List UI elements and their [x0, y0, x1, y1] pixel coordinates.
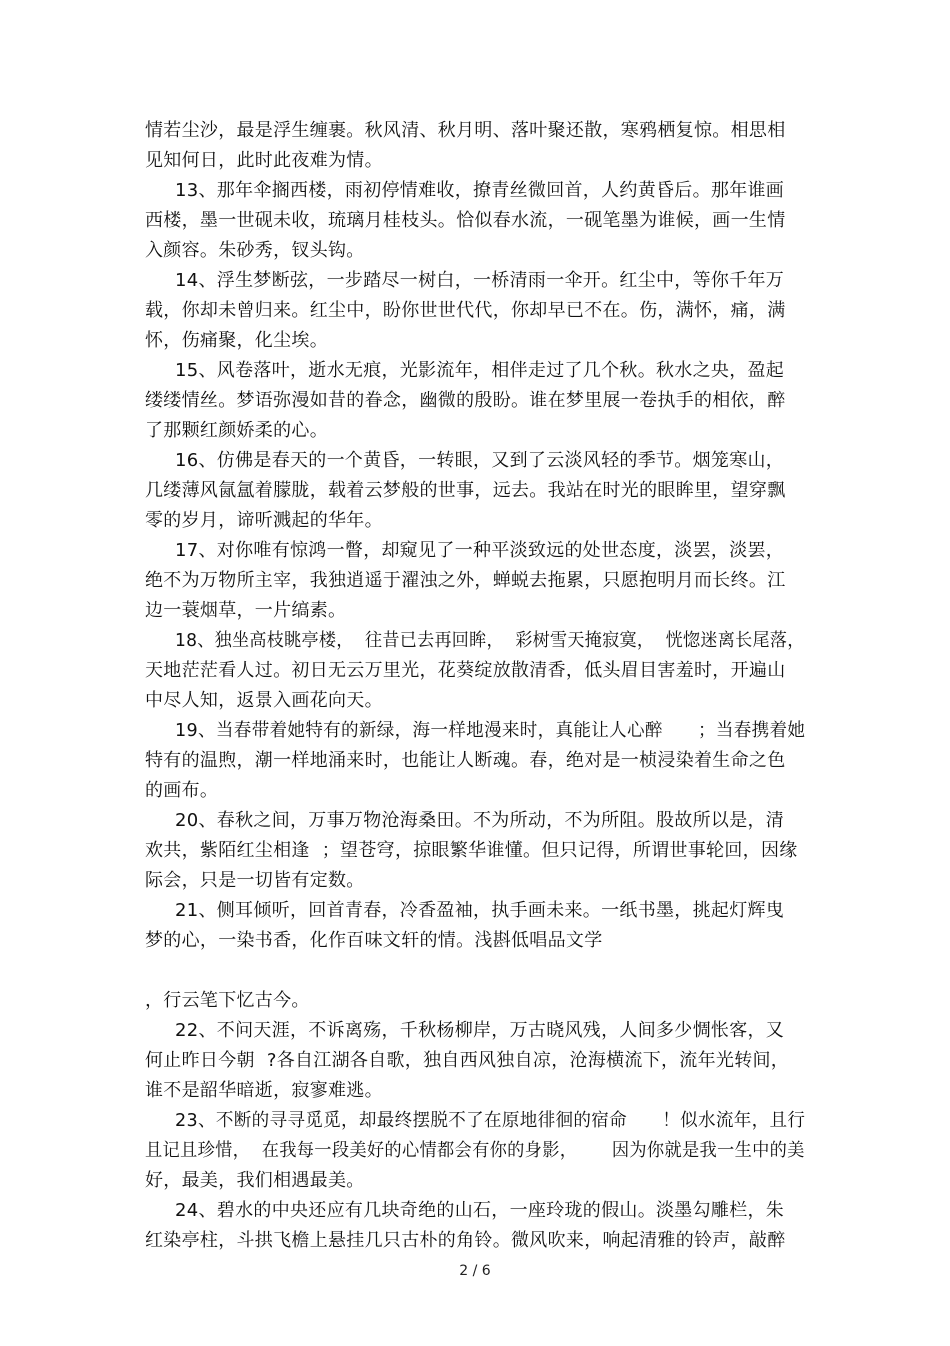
text-line: 边一蓑烟草，一片缟素。: [145, 600, 347, 621]
text-line: 且记且珍惜， 在我每一段美好的心情都会有你的身影， 因为你就是我一生中的美: [145, 1140, 805, 1161]
page-number: 2 / 6: [459, 1263, 491, 1279]
paragraph-18-start: 18、独坐高枝眺亭楼， 往昔已去再回眸， 彩树雪天掩寂寞， 恍惚迷离长尾落，: [175, 630, 805, 651]
text-line: 绝不为万物所主宰，我独逍遥于濯浊之外，蝉蜕去拖累，只愿抱明月而长终。江: [145, 570, 786, 591]
text-line: 怀，伤痛聚，化尘埃。: [145, 330, 328, 351]
text-line: 入颜容。朱砂秀，钗头钩。: [145, 240, 365, 261]
paragraph-15-start: 15、风卷落叶，逝水无痕，光影流年，相伴走过了几个秋。秋水之央，盈起: [175, 360, 785, 381]
paragraph-16-start: 16、仿佛是春天的一个黄昏，一转眼，又到了云淡风轻的季节。烟笼寒山，: [175, 450, 785, 471]
text-line: 中尽人知，返景入画花向天。: [145, 690, 383, 711]
text-line: 了那颗红颜娇柔的心。: [145, 420, 328, 441]
text-line: 天地茫茫看人过。初日无云万里光，花葵绽放散清香，低头眉目害羞时，开遍山: [145, 660, 786, 681]
text-line: 情若尘沙，最是浮生缠裹。秋风清、秋月明、落叶聚还散，寒鸦栖复惊。相思相: [145, 120, 786, 141]
paragraph-24-start: 24、碧水的中央还应有几块奇绝的山石，一座玲珑的假山。淡墨勾雕栏，朱: [175, 1200, 785, 1221]
paragraph-21-start: 21、侧耳倾听，回首青春，冷香盈袖，执手画未来。一纸书墨，挑起灯辉曳: [175, 900, 785, 921]
text-line: 好，最美，我们相遇最美。: [145, 1170, 365, 1191]
text-line: 几缕薄风氤氲着朦胧，载着云梦般的世事，远去。我站在时光的眼眸里，望穿飘: [145, 480, 786, 501]
paragraph-17-start: 17、对你唯有惊鸿一瞥，却窥见了一种平淡致远的处世态度，淡罢，淡罢，: [175, 540, 785, 561]
text-line: 特有的温煦，潮一样地涌来时，也能让人断魂。春，绝对是一桢浸染着生命之色: [145, 750, 786, 771]
text-line: 的画布。: [145, 780, 219, 801]
text-line: ，行云笔下忆古今。: [145, 990, 310, 1011]
paragraph-14-start: 14、浮生梦断弦，一步踏尽一树白，一桥清雨一伞开。红尘中，等你千年万: [175, 270, 785, 291]
text-line: 谁不是韶华暗逝，寂寥难逃。: [145, 1080, 383, 1101]
text-line: 梦的心，一染书香，化作百味文轩的情。浅斟低唱品文学: [145, 930, 603, 951]
text-line: 西楼，墨一世砚未收，琉璃月桂枝头。恰似春水流，一砚笔墨为谁候，画一生情: [145, 210, 786, 231]
text-line: 缕缕情丝。梦语弥漫如昔的眷念，幽微的殷盼。谁在梦里展一卷执手的相依，醉: [145, 390, 786, 411]
paragraph-23-start: 23、不断的寻寻觅觅，却最终摆脱不了在原地徘徊的宿命 ！似水流年，且行: [175, 1110, 806, 1131]
paragraph-22-start: 22、不问天涯，不诉离殇，千秋杨柳岸，万古晓风残，人间多少惆怅客，又: [175, 1020, 785, 1041]
text-line: 红染亭柱，斗拱飞檐上悬挂几只古朴的角铃。微风吹来，响起清雅的铃声，敲醉: [145, 1230, 786, 1251]
text-line: 见知何日，此时此夜难为情。: [145, 150, 383, 171]
paragraph-20-start: 20、春秋之间，万事万物沧海桑田。不为所动，不为所阻。股故所以是，清: [175, 810, 785, 831]
paragraph-13-start: 13、那年伞搁西楼，雨初停情难收，撩青丝微回首，人约黄昏后。那年谁画: [175, 180, 785, 201]
text-line: 欢共，紫陌红尘相逢 ；望苍穹，掠眼繁华谁懂。但只记得，所谓世事轮回，因缘: [145, 840, 798, 861]
text-line: 何止昨日今朝 ?各自江湖各自歌，独自西风独自凉，沧海横流下，流年光转间，: [145, 1050, 790, 1071]
text-line: 零的岁月，谛听溅起的华年。: [145, 510, 383, 531]
paragraph-19-start: 19、当春带着她特有的新绿，海一样地漫来时，真能让人心醉 ；当春携着她: [175, 720, 806, 741]
text-line: 际会，只是一切皆有定数。: [145, 870, 365, 891]
text-line: 载，你却未曾归来。红尘中，盼你世世代代，你却早已不在。伤，满怀，痛，满: [145, 300, 786, 321]
